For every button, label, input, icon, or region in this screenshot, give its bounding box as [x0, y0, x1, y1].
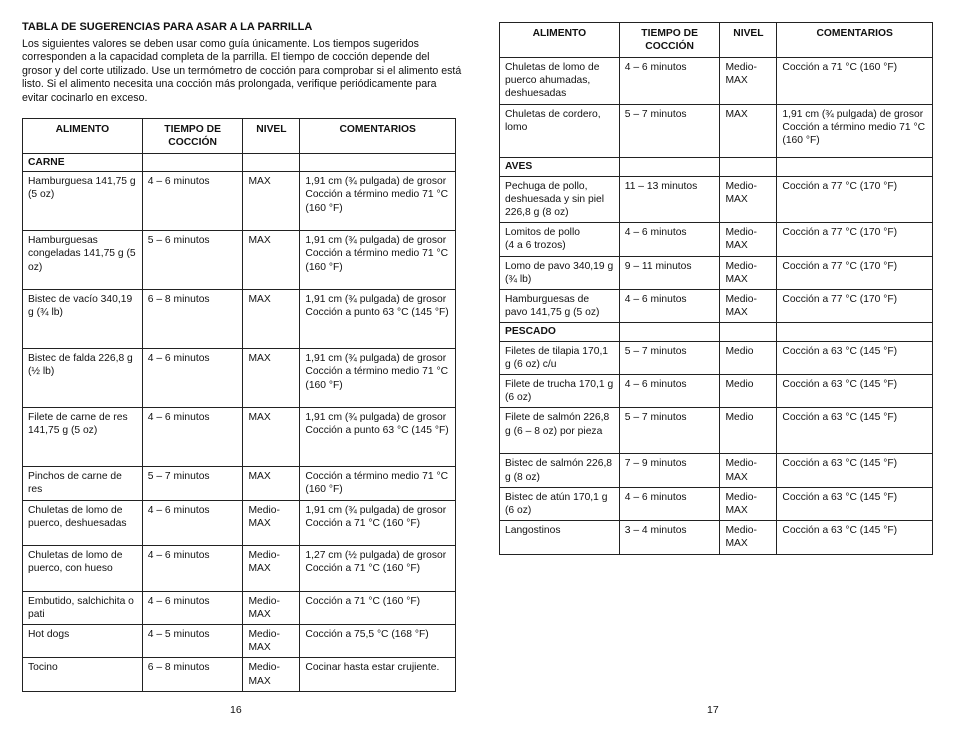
time-cell: 4 – 6 minutos	[142, 408, 243, 467]
comment-cell: Cocción a 63 °C (145 °F)	[777, 454, 933, 487]
time-cell: 4 – 6 minutos	[619, 487, 720, 520]
time-cell: 4 – 6 minutos	[619, 223, 720, 256]
empty-cell	[619, 323, 720, 341]
table-row	[23, 349, 456, 408]
food-cell: Filete de trucha 170,1 g (6 oz)	[500, 375, 620, 408]
time-cell: 11 – 13 minutos	[619, 176, 720, 223]
food-cell: Hamburguesas congeladas 141,75 g (5 oz)	[23, 231, 143, 290]
empty-cell	[300, 154, 456, 172]
level-cell: Medio-MAX	[720, 521, 777, 554]
empty-cell	[777, 323, 933, 341]
page-heading: TABLA DE SUGERENCIAS PARA ASAR A LA PARRILLA	[22, 21, 313, 33]
level-cell: Medio-MAX	[243, 500, 300, 545]
table-row	[500, 104, 933, 157]
table-row	[500, 408, 933, 454]
section-label: CARNE	[23, 154, 143, 172]
table-row	[23, 625, 456, 658]
level-cell: Medio-MAX	[720, 58, 777, 105]
empty-cell	[777, 157, 933, 176]
level-cell: Medio	[720, 408, 777, 454]
level-cell: Medio-MAX	[720, 487, 777, 520]
food-cell: Bistec de salmón 226,8 g (8 oz)	[500, 454, 620, 487]
time-cell: 7 – 9 minutos	[619, 454, 720, 487]
time-cell: 4 – 6 minutos	[619, 375, 720, 408]
table-row	[23, 658, 456, 691]
food-cell: Hamburguesa 141,75 g (5 oz)	[23, 172, 143, 231]
comment-cell: 1,27 cm (½ pulgada) de grosor Cocción a 71 °C (160 °F)	[300, 545, 456, 591]
table-row	[23, 500, 456, 545]
table-header-row	[500, 23, 933, 58]
time-cell: 4 – 6 minutos	[142, 545, 243, 591]
table-row	[500, 375, 933, 408]
food-cell: Filete de carne de res 141,75 g (5 oz)	[23, 408, 143, 467]
grilling-table	[22, 118, 456, 692]
comment-cell: Cocción a 77 °C (170 °F)	[777, 223, 933, 256]
table-row	[500, 58, 933, 105]
comment-cell: Cocción a 63 °C (145 °F)	[777, 521, 933, 554]
level-cell: MAX	[243, 172, 300, 231]
header-alimento: ALIMENTO	[23, 119, 143, 154]
comment-cell: Cocción a 75,5 °C (168 °F)	[300, 625, 456, 658]
level-cell: Medio-MAX	[720, 454, 777, 487]
time-cell: 4 – 6 minutos	[142, 349, 243, 408]
time-cell: 5 – 7 minutos	[619, 104, 720, 157]
comment-cell: Cocción a 63 °C (145 °F)	[777, 341, 933, 374]
comment-cell: Cocción a 63 °C (145 °F)	[777, 487, 933, 520]
comment-cell: 1,91 cm (¾ pulgada) de grosor Cocción a punto 63 °C (145 °F)	[300, 408, 456, 467]
level-cell: Medio-MAX	[720, 223, 777, 256]
time-cell: 4 – 6 minutos	[619, 290, 720, 323]
food-cell: Hamburguesas de pavo 141,75 g (5 oz)	[500, 290, 620, 323]
food-cell: Bistec de falda 226,8 g (½ lb)	[23, 349, 143, 408]
header-tiempo: TIEMPO DE COCCIÓN	[619, 23, 720, 58]
table-row	[500, 290, 933, 323]
comment-cell: Cocción a 63 °C (145 °F)	[777, 375, 933, 408]
table-row	[500, 176, 933, 223]
level-cell: Medio-MAX	[720, 290, 777, 323]
empty-cell	[619, 157, 720, 176]
food-cell: Bistec de vacío 340,19 g (¾ lb)	[23, 290, 143, 349]
level-cell: MAX	[243, 349, 300, 408]
comment-cell: Cocción a 71 °C (160 °F)	[300, 591, 456, 624]
level-cell: MAX	[243, 290, 300, 349]
header-comentarios: COMENTARIOS	[777, 23, 933, 58]
level-cell: Medio-MAX	[243, 658, 300, 691]
comment-cell: 1,91 cm (¾ pulgada) de grosor Cocción a 71 °C (160 °F)	[300, 500, 456, 545]
level-cell: MAX	[243, 467, 300, 500]
time-cell: 5 – 7 minutos	[142, 467, 243, 500]
time-cell: 5 – 7 minutos	[619, 341, 720, 374]
section-row	[23, 154, 456, 172]
level-cell: MAX	[243, 408, 300, 467]
comment-cell: Cocción a término medio 71 °C (160 °F)	[300, 467, 456, 500]
empty-cell	[720, 323, 777, 341]
comment-cell: 1,91 cm (¾ pulgada) de grosor Cocción a término medio 71 °C (160 °F)	[777, 104, 933, 157]
level-cell: Medio	[720, 341, 777, 374]
food-cell: Filete de salmón 226,8 g (6 – 8 oz) por pieza	[500, 408, 620, 454]
comment-cell: 1,91 cm (¾ pulgada) de grosor Cocción a punto 63 °C (145 °F)	[300, 290, 456, 349]
table-row	[23, 172, 456, 231]
table-row	[23, 290, 456, 349]
header-nivel: NIVEL	[720, 23, 777, 58]
header-tiempo: TIEMPO DE COCCIÓN	[142, 119, 243, 154]
level-cell: Medio-MAX	[720, 176, 777, 223]
time-cell: 6 – 8 minutos	[142, 658, 243, 691]
food-cell: Bistec de atún 170,1 g (6 oz)	[500, 487, 620, 520]
time-cell: 4 – 5 minutos	[142, 625, 243, 658]
section-row	[500, 157, 933, 176]
level-cell: MAX	[243, 231, 300, 290]
time-cell: 4 – 6 minutos	[142, 500, 243, 545]
food-cell: Tocino	[23, 658, 143, 691]
empty-cell	[243, 154, 300, 172]
comment-cell: Cocción a 77 °C (170 °F)	[777, 290, 933, 323]
comment-cell: 1,91 cm (¾ pulgada) de grosor Cocción a término medio 71 °C (160 °F)	[300, 349, 456, 408]
food-cell: Langostinos	[500, 521, 620, 554]
section-label: PESCADO	[500, 323, 620, 341]
level-cell: Medio-MAX	[243, 625, 300, 658]
section-row	[500, 323, 933, 341]
food-cell: Chuletas de lomo de puerco, deshuesadas	[23, 500, 143, 545]
comment-cell: Cocción a 77 °C (170 °F)	[777, 176, 933, 223]
table-row	[500, 341, 933, 374]
time-cell: 4 – 6 minutos	[619, 58, 720, 105]
table-row	[23, 591, 456, 624]
food-cell: Chuletas de lomo de puerco ahumadas, deshuesadas	[500, 58, 620, 105]
food-cell: Hot dogs	[23, 625, 143, 658]
empty-cell	[720, 157, 777, 176]
time-cell: 4 – 6 minutos	[142, 172, 243, 231]
level-cell: Medio-MAX	[243, 591, 300, 624]
table-row	[500, 256, 933, 289]
table-row	[500, 487, 933, 520]
empty-cell	[142, 154, 243, 172]
food-cell: Lomo de pavo 340,19 g (¾ lb)	[500, 256, 620, 289]
table-row	[23, 467, 456, 500]
section-label: AVES	[500, 157, 620, 176]
table-row	[500, 454, 933, 487]
time-cell: 5 – 7 minutos	[619, 408, 720, 454]
table-row	[23, 545, 456, 591]
food-cell: Chuletas de cordero, lomo	[500, 104, 620, 157]
header-comentarios: COMENTARIOS	[300, 119, 456, 154]
page-number: 17	[707, 704, 719, 716]
food-cell: Embutido, salchichita o pati	[23, 591, 143, 624]
table-row	[500, 521, 933, 554]
page-number: 16	[230, 704, 242, 716]
header-alimento: ALIMENTO	[500, 23, 620, 58]
time-cell: 5 – 6 minutos	[142, 231, 243, 290]
table-header-row	[23, 119, 456, 154]
table-row	[23, 231, 456, 290]
comment-cell: Cocción a 71 °C (160 °F)	[777, 58, 933, 105]
time-cell: 3 – 4 minutos	[619, 521, 720, 554]
time-cell: 4 – 6 minutos	[142, 591, 243, 624]
level-cell: MAX	[720, 104, 777, 157]
level-cell: Medio	[720, 375, 777, 408]
comment-cell: 1,91 cm (¾ pulgada) de grosor Cocción a término medio 71 °C (160 °F)	[300, 172, 456, 231]
time-cell: 9 – 11 minutos	[619, 256, 720, 289]
food-cell: Filetes de tilapia 170,1 g (6 oz) c/u	[500, 341, 620, 374]
comment-cell: Cocción a 77 °C (170 °F)	[777, 256, 933, 289]
food-cell: Chuletas de lomo de puerco, con hueso	[23, 545, 143, 591]
table-row	[500, 223, 933, 256]
food-cell: Pinchos de carne de res	[23, 467, 143, 500]
comment-cell: 1,91 cm (¾ pulgada) de grosor Cocción a término medio 71 °C (160 °F)	[300, 231, 456, 290]
level-cell: Medio-MAX	[243, 545, 300, 591]
comment-cell: Cocinar hasta estar crujiente.	[300, 658, 456, 691]
time-cell: 6 – 8 minutos	[142, 290, 243, 349]
intro-paragraph: Los siguientes valores se deben usar como guía únicamente. Los tiempos sugeridos corresponden a la capacidad completa de la parrilla. El tiempo de cocción depende del grosor y del corte utilizado. Use un termómetro de cocción para comprobar si el alimento está listo. Si el alimento necesita una cocción más prolongada, verifique periódicamente para evitar cocinarlo en exceso.	[22, 38, 462, 104]
header-nivel: NIVEL	[243, 119, 300, 154]
comment-cell: Cocción a 63 °C (145 °F)	[777, 408, 933, 454]
food-cell: Lomitos de pollo (4 a 6 trozos)	[500, 223, 620, 256]
food-cell: Pechuga de pollo, deshuesada y sin piel 226,8 g (8 oz)	[500, 176, 620, 223]
table-row	[23, 408, 456, 467]
grilling-table	[499, 22, 933, 555]
level-cell: Medio-MAX	[720, 256, 777, 289]
